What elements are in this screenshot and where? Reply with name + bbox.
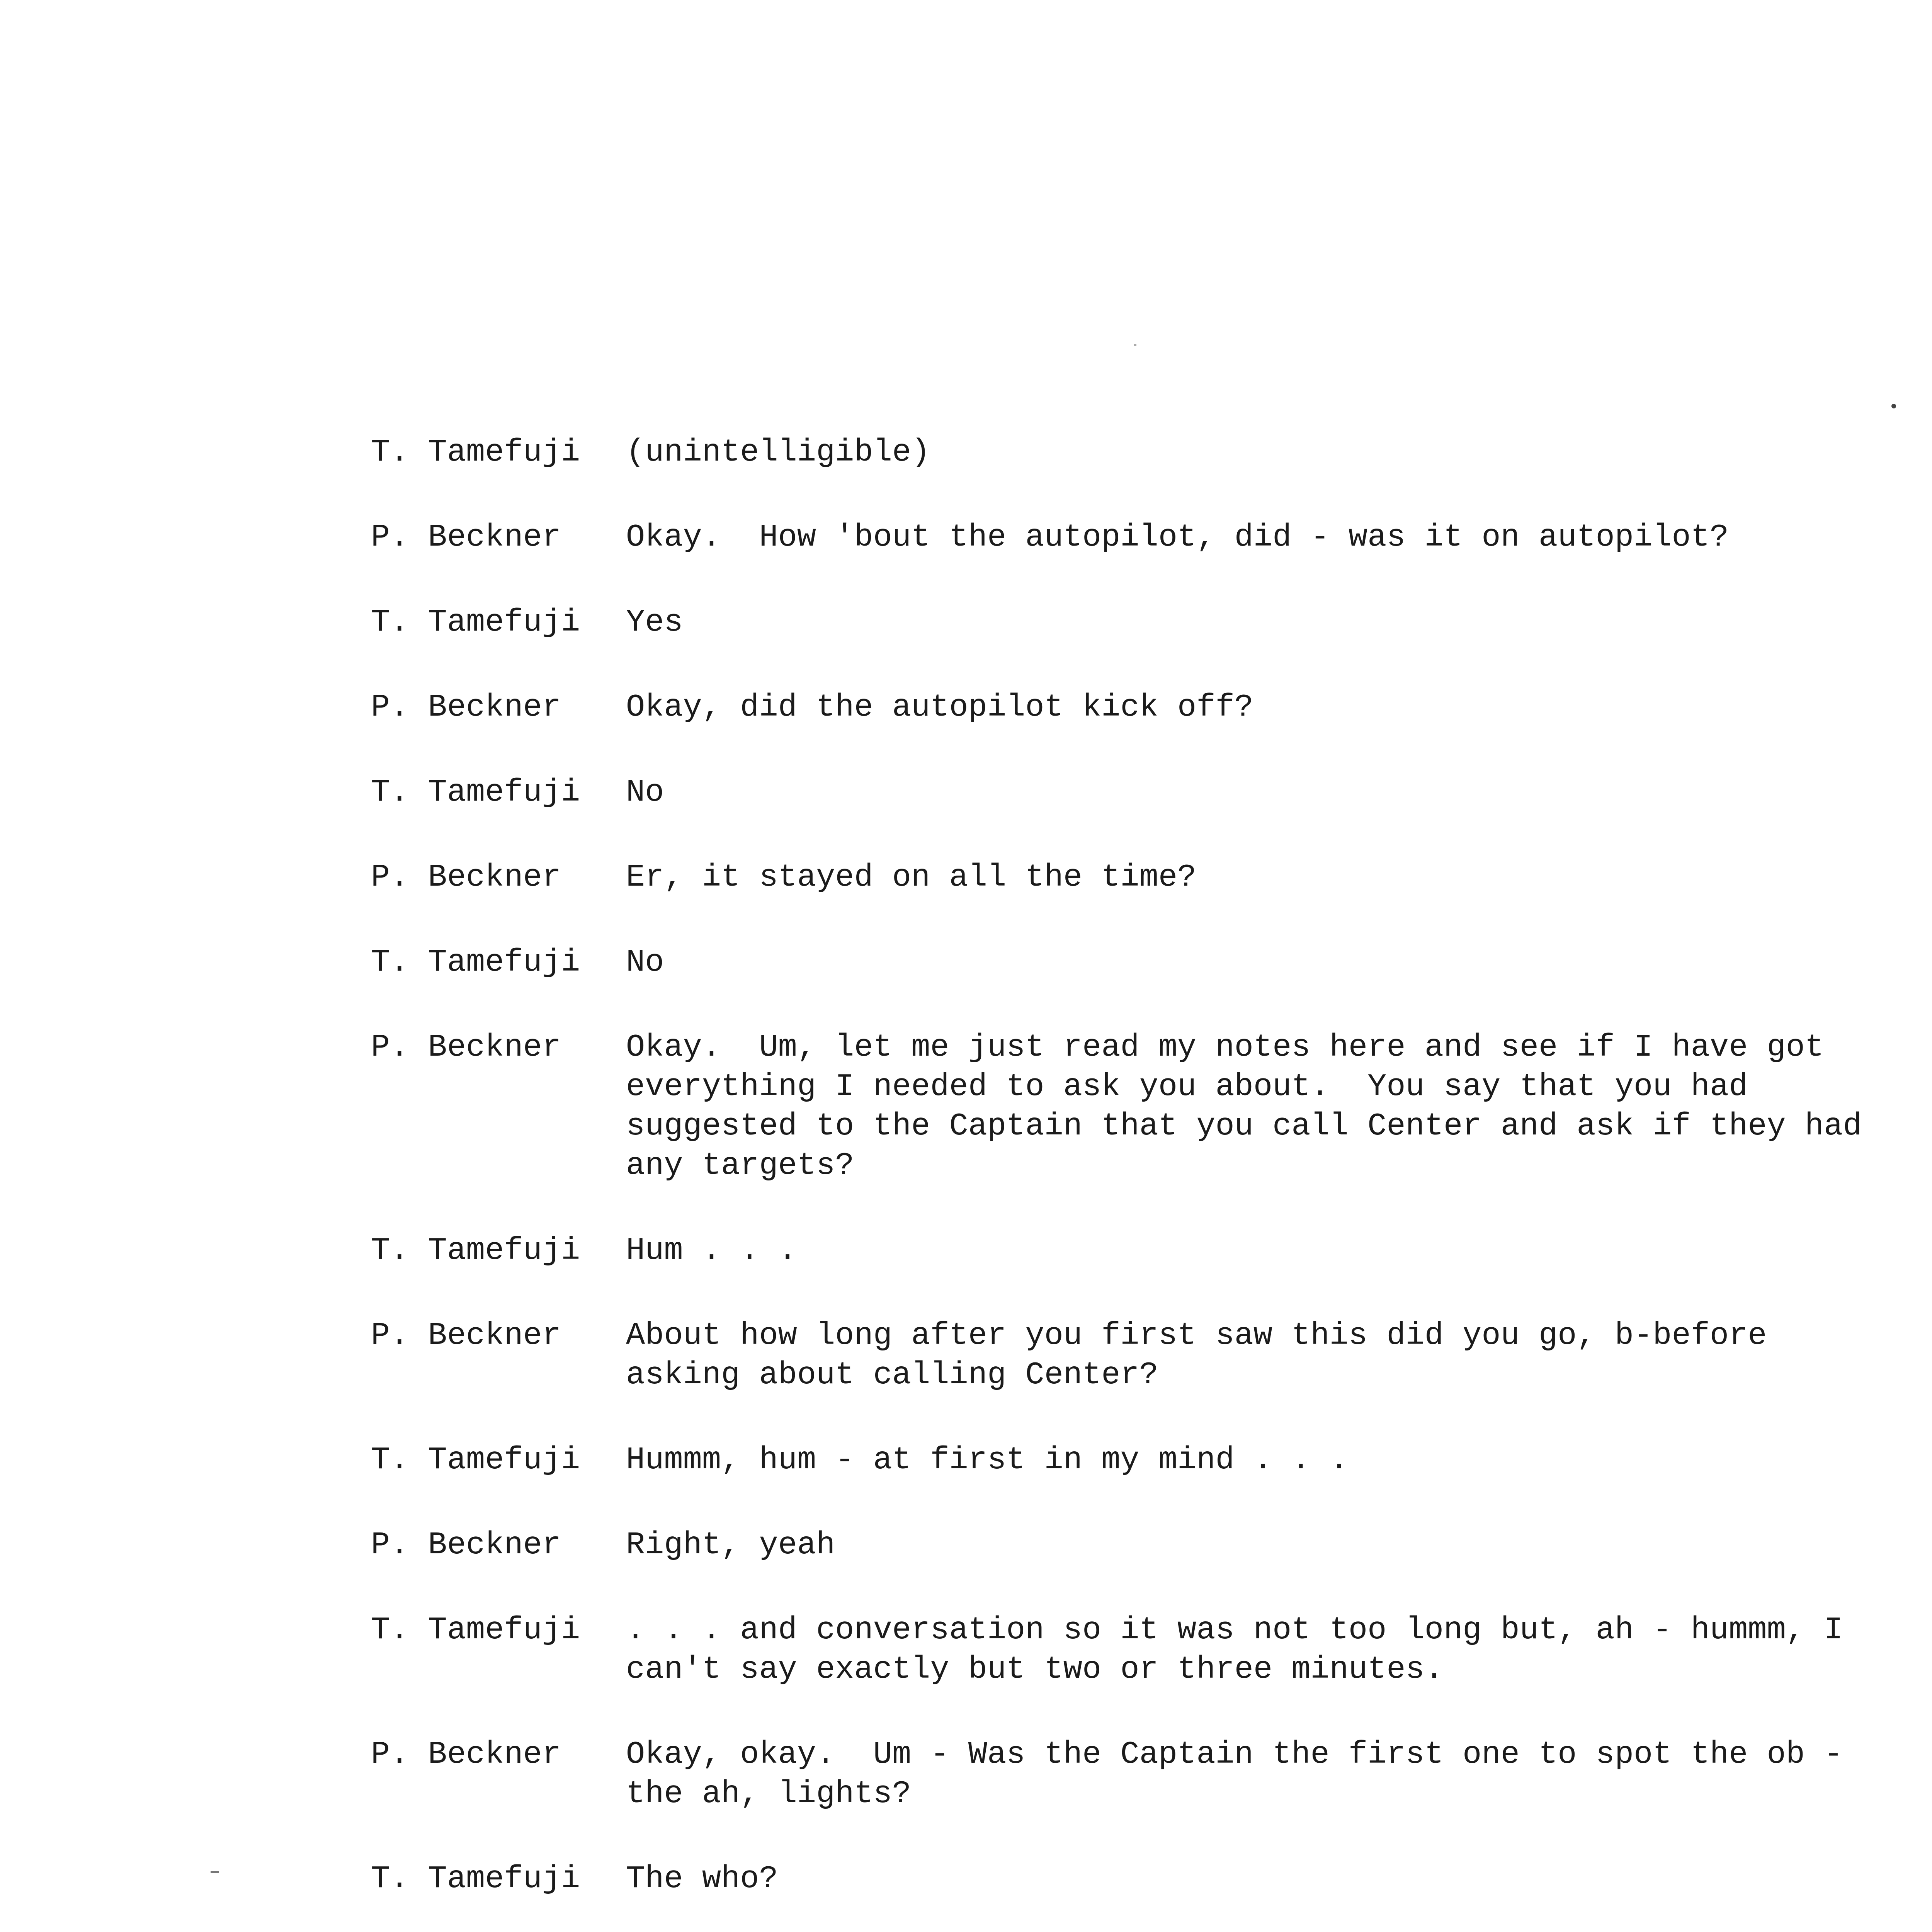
scan-speck: [211, 1871, 219, 1873]
speaker-name: P. Beckner: [371, 689, 561, 725]
transcript-entry: [371, 433, 1917, 472]
utterance-text: Er, it stayed on all the time?: [626, 859, 1197, 895]
utterance-text: . . . and conversation so it was not too long but, ah - hummm, I can't say exactly but two or three minutes.: [626, 1612, 1843, 1687]
transcript-entry: [371, 1316, 1917, 1395]
transcript: [371, 433, 1917, 1932]
speaker-name: T. Tamefuji: [371, 1612, 580, 1648]
speaker-name: T. Tamefuji: [371, 774, 580, 810]
speaker-name: P. Beckner: [371, 1527, 561, 1563]
utterance-text: Okay. Um, let me just read my notes here and see if I have got everything I needed to ask you about. You say that you had suggested to the Captain that you call Center and ask if they had any targets?: [626, 1029, 1862, 1184]
transcript-entry: [371, 688, 1917, 727]
transcript-entry: [371, 1526, 1917, 1565]
transcript-entry: [371, 1028, 1917, 1185]
utterance-text: Okay. How 'bout the autopilot, did - was it on autopilot?: [626, 519, 1729, 555]
transcript-entry: [371, 773, 1917, 812]
transcript-entry: [371, 858, 1917, 897]
transcript-entry: [371, 1440, 1917, 1480]
speaker-name: T. Tamefuji: [371, 944, 580, 980]
utterance-text: (unintelligible): [626, 434, 930, 470]
transcript-entry: [371, 1231, 1917, 1270]
utterance-text: No: [626, 944, 664, 980]
speaker-name: P. Beckner: [371, 1736, 561, 1772]
utterance-text: No: [626, 774, 664, 810]
speaker-name: P. Beckner: [371, 859, 561, 895]
utterance-text: Okay, did the autopilot kick off?: [626, 689, 1253, 725]
utterance-text: Hummm, hum - at first in my mind . . .: [626, 1442, 1349, 1478]
speaker-name: T. Tamefuji: [371, 1861, 580, 1897]
speaker-name: P. Beckner: [371, 519, 561, 555]
utterance-text: Yes: [626, 604, 683, 640]
transcript-entry: [371, 1611, 1917, 1689]
transcript-entry: [371, 1735, 1917, 1814]
scan-speck: [1891, 404, 1896, 408]
transcript-entry: [371, 518, 1917, 557]
speaker-name: T. Tamefuji: [371, 604, 580, 640]
speaker-name: T. Tamefuji: [371, 1442, 580, 1478]
speaker-name: P. Beckner: [371, 1029, 561, 1065]
transcript-entry: [371, 603, 1917, 642]
utterance-text: Right, yeah: [626, 1527, 835, 1563]
speaker-name: T. Tamefuji: [371, 434, 580, 470]
utterance-text: The who?: [626, 1861, 778, 1897]
transcript-entry: [371, 1859, 1917, 1899]
transcript-entry: [371, 943, 1917, 982]
utterance-text: Okay, okay. Um - Was the Captain the first one to spot the ob - the ah, lights?: [626, 1736, 1843, 1812]
scan-speck: [1134, 344, 1136, 346]
utterance-text: About how long after you first saw this did you go, b-before asking about calling Center?: [626, 1318, 1767, 1393]
utterance-text: Hum . . .: [626, 1233, 797, 1269]
speaker-name: T. Tamefuji: [371, 1233, 580, 1269]
speaker-name: P. Beckner: [371, 1318, 561, 1354]
